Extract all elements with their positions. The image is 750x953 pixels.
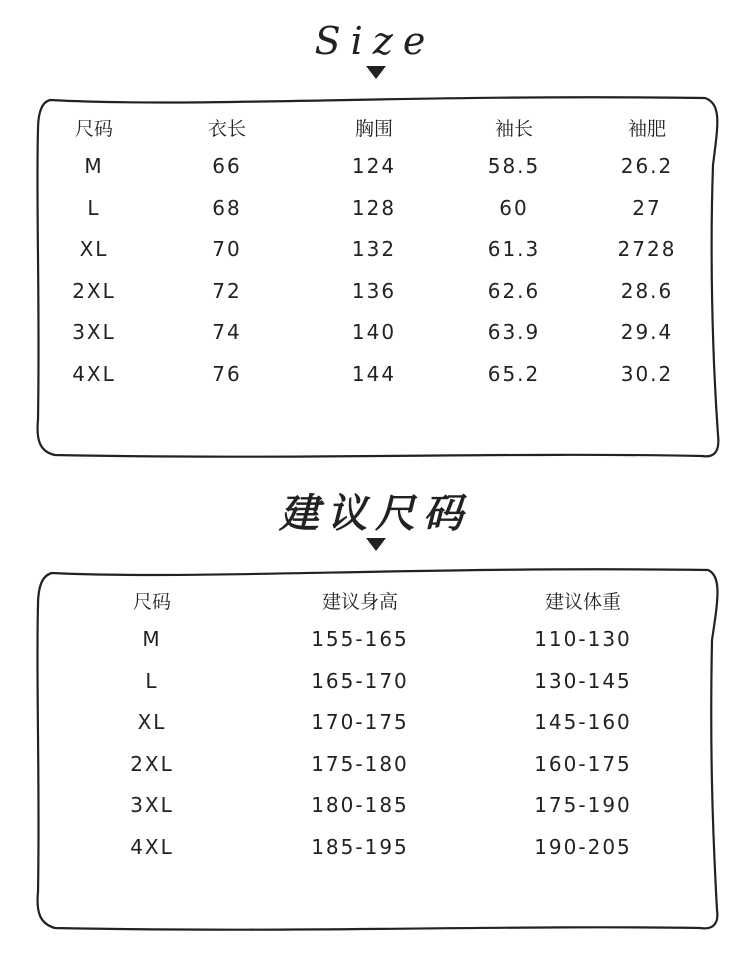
table-row xyxy=(0,704,750,746)
cell-height: 170-175 xyxy=(311,710,409,734)
cell-sleeve-width: 2728 xyxy=(617,237,677,261)
down-arrow-icon xyxy=(366,66,386,79)
header-height: 建议身高 xyxy=(321,591,398,613)
cell-size: 2XL xyxy=(72,278,116,303)
cell-size: XL xyxy=(79,237,109,261)
cell-chest: 128 xyxy=(351,195,397,220)
header-size: 尺码 xyxy=(132,591,171,613)
cell-sleeve-width: 29.4 xyxy=(620,320,674,344)
cell-sleeve-length: 60 xyxy=(499,195,529,220)
advice-table-header-row xyxy=(0,579,750,621)
header-length: 衣长 xyxy=(207,118,246,140)
table-row xyxy=(0,273,750,315)
cell-sleeve-length: 65.2 xyxy=(487,361,541,386)
cell-weight: 145-160 xyxy=(534,710,632,734)
table-row xyxy=(0,190,750,232)
cell-sleeve-width: 28.6 xyxy=(620,278,674,303)
cell-size: 2XL xyxy=(130,751,174,776)
cell-chest: 140 xyxy=(351,320,397,344)
cell-sleeve-width: 30.2 xyxy=(620,361,674,386)
cell-size: M xyxy=(142,627,162,651)
cell-sleeve-length: 62.6 xyxy=(487,278,541,303)
size-heading: Size xyxy=(314,19,436,63)
advice-heading: 建议尺码 xyxy=(279,490,471,537)
cell-size: L xyxy=(87,195,101,220)
cell-size: L xyxy=(145,668,159,693)
cell-length: 72 xyxy=(212,278,242,303)
cell-length: 74 xyxy=(212,320,242,344)
cell-size: M xyxy=(84,154,104,178)
table-row xyxy=(0,663,750,705)
header-size: 尺码 xyxy=(74,118,113,140)
cell-weight: 130-145 xyxy=(534,668,632,693)
cell-sleeve-length: 63.9 xyxy=(487,320,541,344)
cell-chest: 136 xyxy=(351,278,397,303)
cell-sleeve-length: 58.5 xyxy=(487,154,541,178)
cell-weight: 110-130 xyxy=(534,627,632,651)
cell-chest: 124 xyxy=(351,154,397,178)
cell-size: 3XL xyxy=(72,320,116,344)
size-chart-grid xyxy=(0,106,750,397)
table-row xyxy=(0,148,750,190)
cell-height: 180-185 xyxy=(311,793,409,817)
cell-height: 165-170 xyxy=(311,668,409,693)
cell-length: 70 xyxy=(212,237,242,261)
cell-sleeve-width: 27 xyxy=(632,195,662,220)
cell-sleeve-width: 26.2 xyxy=(620,154,674,178)
header-sleeve-length: 袖长 xyxy=(494,118,533,140)
table-row xyxy=(0,787,750,829)
table-row xyxy=(0,356,750,398)
cell-size: 3XL xyxy=(130,793,174,817)
table-row xyxy=(0,231,750,273)
table-row xyxy=(0,746,750,788)
cell-length: 68 xyxy=(212,195,242,220)
advice-chart-grid xyxy=(0,579,750,870)
size-table-header-row xyxy=(0,106,750,148)
cell-weight: 190-205 xyxy=(534,834,632,859)
cell-size: XL xyxy=(137,710,167,734)
cell-weight: 175-190 xyxy=(534,793,632,817)
cell-size: 4XL xyxy=(72,361,116,386)
cell-chest: 132 xyxy=(351,237,397,261)
cell-length: 66 xyxy=(212,154,242,178)
cell-length: 76 xyxy=(212,361,242,386)
cell-height: 175-180 xyxy=(311,751,409,776)
cell-height: 185-195 xyxy=(311,834,409,859)
cell-weight: 160-175 xyxy=(534,751,632,776)
cell-sleeve-length: 61.3 xyxy=(487,237,541,261)
cell-height: 155-165 xyxy=(311,627,409,651)
cell-chest: 144 xyxy=(351,361,397,386)
header-weight: 建议体重 xyxy=(544,591,621,613)
table-row xyxy=(0,621,750,663)
table-row xyxy=(0,829,750,871)
table-row xyxy=(0,314,750,356)
header-chest: 胸围 xyxy=(354,118,393,140)
cell-size: 4XL xyxy=(130,834,174,859)
down-arrow-icon xyxy=(366,538,386,551)
header-sleeve-width: 袖肥 xyxy=(627,118,666,140)
